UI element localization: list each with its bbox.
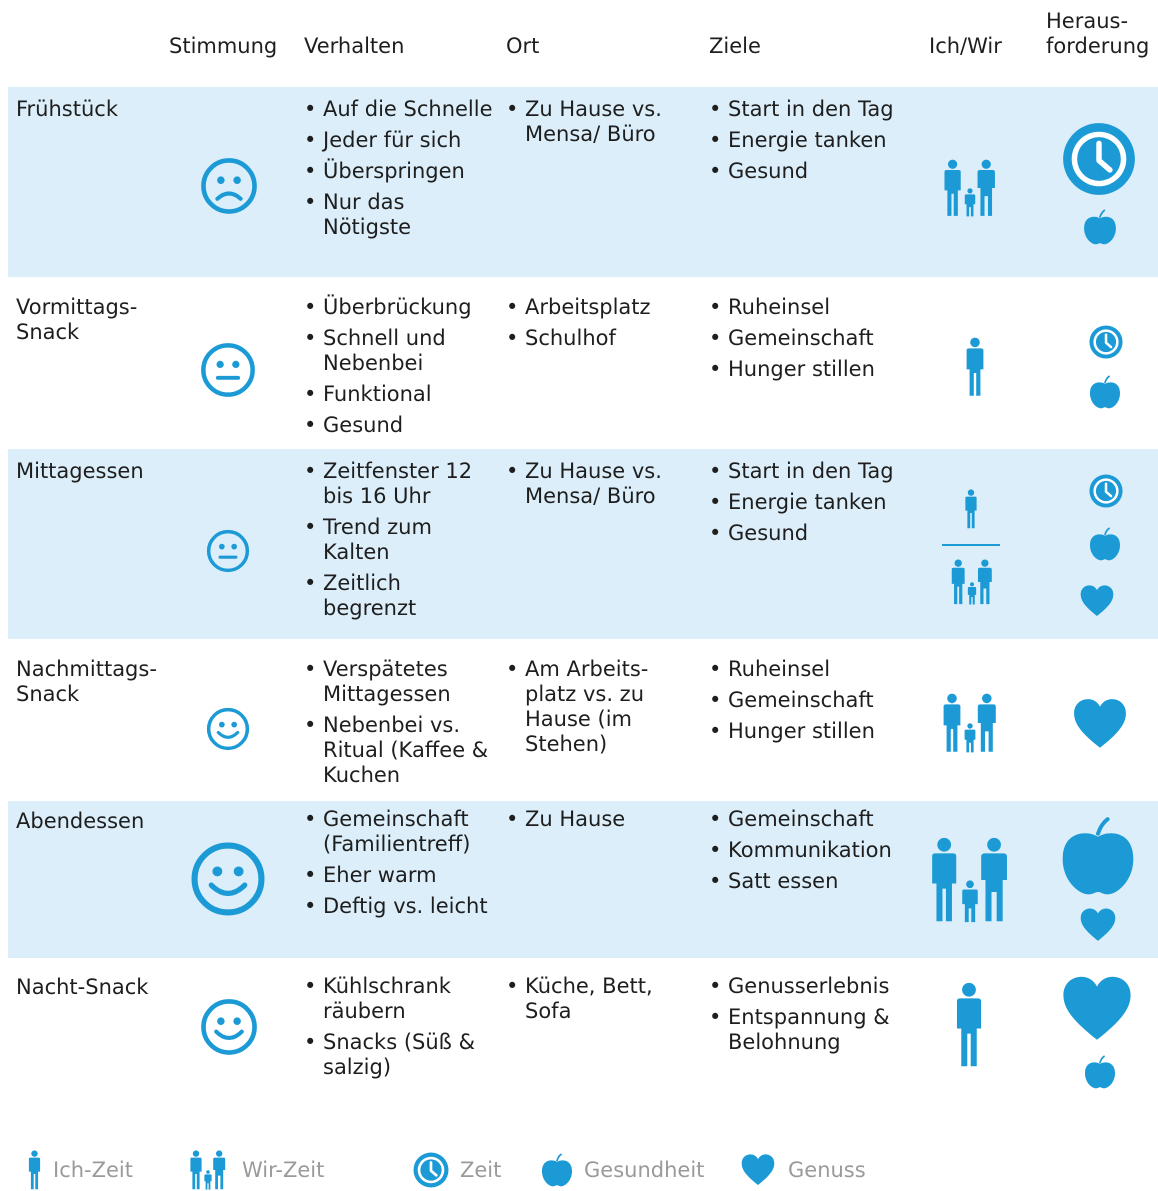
ziele-list bbox=[709, 657, 909, 750]
list-item: • Ruheinsel bbox=[709, 295, 909, 320]
list-item: • Verspätetes Mittagessen bbox=[304, 657, 494, 707]
person-icon bbox=[963, 337, 987, 397]
list-item: • Energie tanken bbox=[709, 490, 909, 515]
list-item: • Überbrückung bbox=[304, 295, 494, 320]
legend-gesundheit-label: Gesundheit bbox=[584, 1158, 705, 1182]
meal-label: Mittagessen bbox=[16, 459, 144, 483]
list-item: • Jeder für sich bbox=[304, 128, 494, 153]
verhalten-list bbox=[304, 459, 494, 627]
list-item: • Gemeinschaft bbox=[709, 807, 909, 832]
ziele-list bbox=[709, 459, 909, 552]
ziele-list bbox=[709, 295, 909, 388]
meal-label: Abendessen bbox=[16, 809, 145, 833]
person-icon bbox=[950, 982, 988, 1068]
ziele-list bbox=[709, 974, 909, 1061]
header-herausforderung-line1: Heraus- bbox=[1046, 9, 1129, 33]
heart-icon bbox=[1078, 584, 1116, 618]
apple-icon bbox=[1082, 208, 1118, 246]
list-item: • Funktional bbox=[304, 382, 494, 407]
list-item: • Nur das Nötigste bbox=[304, 190, 494, 240]
neutral-face-icon bbox=[206, 529, 250, 573]
legend-zeit bbox=[412, 1150, 501, 1190]
verhalten-list bbox=[304, 97, 494, 246]
family-icon bbox=[938, 693, 1002, 753]
list-item: • Zeitfenster 12 bis 16 Uhr bbox=[304, 459, 494, 509]
list-item: • Zu Hause vs. Mensa/ Büro bbox=[506, 97, 666, 147]
apple-icon bbox=[1088, 374, 1122, 410]
verhalten-list bbox=[304, 657, 494, 794]
list-item: • Zeitlich begrenzt bbox=[304, 571, 494, 621]
meal-label: Nachmittags- Snack bbox=[16, 657, 157, 706]
list-item: • Trend zum Kalten bbox=[304, 515, 494, 565]
legend-wir-label: Wir-Zeit bbox=[242, 1158, 325, 1182]
header-stimmung: Stimmung bbox=[169, 34, 278, 58]
list-item: • Zu Hause bbox=[506, 807, 666, 832]
table-row bbox=[8, 639, 1158, 801]
list-item: • Gesund bbox=[304, 413, 494, 438]
smile-face-icon bbox=[200, 998, 258, 1056]
table-row bbox=[8, 801, 1158, 958]
apple-icon bbox=[540, 1151, 574, 1189]
legend-gesundheit bbox=[540, 1150, 704, 1190]
list-item: • Start in den Tag bbox=[709, 97, 909, 122]
smile-face-icon bbox=[206, 707, 250, 751]
heart-icon bbox=[1078, 907, 1118, 943]
table-row bbox=[8, 277, 1158, 449]
list-item: • Satt essen bbox=[709, 869, 909, 894]
list-item: • Start in den Tag bbox=[709, 459, 909, 484]
list-item: • Gemeinschaft bbox=[709, 688, 909, 713]
table-row bbox=[8, 87, 1158, 277]
family-icon bbox=[184, 1150, 232, 1190]
apple-icon bbox=[1058, 815, 1138, 897]
list-item: • Küche, Bett, Sofa bbox=[506, 974, 676, 1024]
family-icon bbox=[938, 159, 1002, 217]
list-item: • Nebenbei vs. Ritual (Kaffee & Kuchen bbox=[304, 713, 494, 788]
apple-icon bbox=[1083, 1054, 1117, 1090]
divider bbox=[942, 544, 1000, 546]
list-item: • Hunger stillen bbox=[709, 719, 909, 744]
person-icon bbox=[963, 487, 979, 531]
verhalten-list bbox=[304, 295, 494, 444]
ort-list bbox=[506, 657, 666, 763]
list-item: • Zu Hause vs. Mensa/ Büro bbox=[506, 459, 666, 509]
family-icon bbox=[920, 837, 1020, 923]
table-row bbox=[8, 449, 1158, 639]
list-item: • Eher warm bbox=[304, 863, 494, 888]
list-item: • Genusserlebnis bbox=[709, 974, 909, 999]
ziele-list bbox=[709, 807, 909, 900]
sad-face-icon bbox=[200, 157, 258, 215]
clock-icon bbox=[412, 1151, 450, 1189]
list-item: • Gemeinschaft bbox=[709, 326, 909, 351]
list-item: • Deftig vs. leicht bbox=[304, 894, 494, 919]
ort-list bbox=[506, 459, 666, 515]
ziele-list bbox=[709, 97, 909, 190]
header-ziele: Ziele bbox=[709, 34, 761, 58]
apple-icon bbox=[1088, 526, 1122, 562]
list-item: • Schnell und Nebenbei bbox=[304, 326, 494, 376]
list-item: • Gemeinschaft (Familientreff) bbox=[304, 807, 494, 857]
meal-label: Vormittags- Snack bbox=[16, 295, 138, 344]
meal-label: Frühstück bbox=[16, 97, 118, 121]
verhalten-list bbox=[304, 807, 494, 925]
neutral-face-icon bbox=[200, 342, 256, 398]
header-herausforderung-line2: forderung bbox=[1046, 34, 1150, 58]
list-item: • Snacks (Süß & salzig) bbox=[304, 1030, 494, 1080]
list-item: • Kommunikation bbox=[709, 838, 909, 863]
list-item: • Entspannung & Belohnung bbox=[709, 1005, 909, 1055]
table-row bbox=[8, 958, 1158, 1108]
family-icon bbox=[948, 559, 996, 605]
heart-icon bbox=[738, 1153, 778, 1187]
header-ort: Ort bbox=[506, 34, 540, 58]
list-item: • Schulhof bbox=[506, 326, 676, 351]
legend-zeit-label: Zeit bbox=[460, 1158, 502, 1182]
list-item: • Arbeitsplatz bbox=[506, 295, 676, 320]
ort-list bbox=[506, 97, 666, 153]
list-item: • Überspringen bbox=[304, 159, 494, 184]
legend bbox=[0, 1150, 1158, 1190]
legend-genuss-label: Genuss bbox=[788, 1158, 866, 1182]
list-item: • Gesund bbox=[709, 521, 909, 546]
ort-list bbox=[506, 295, 676, 357]
verhalten-list bbox=[304, 974, 494, 1086]
list-item: • Hunger stillen bbox=[709, 357, 909, 382]
heart-icon bbox=[1068, 697, 1132, 751]
list-item: • Am Arbeits- platz vs. zu Hause (im Stehen) bbox=[506, 657, 666, 757]
header-verhalten: Verhalten bbox=[304, 34, 405, 58]
legend-genuss bbox=[738, 1150, 866, 1190]
legend-ich-label: Ich-Zeit bbox=[53, 1158, 134, 1182]
heart-icon bbox=[1056, 974, 1138, 1044]
person-icon bbox=[26, 1150, 43, 1190]
legend-wir bbox=[184, 1150, 324, 1190]
list-item: • Gesund bbox=[709, 159, 909, 184]
meal-label: Nacht-Snack bbox=[16, 975, 149, 999]
ort-list bbox=[506, 807, 666, 838]
list-item: • Auf die Schnelle bbox=[304, 97, 494, 122]
clock-icon bbox=[1088, 324, 1124, 360]
clock-icon bbox=[1060, 120, 1138, 198]
ort-list bbox=[506, 974, 676, 1030]
clock-icon bbox=[1088, 473, 1124, 509]
list-item: • Energie tanken bbox=[709, 128, 909, 153]
header-ichwir: Ich/Wir bbox=[929, 34, 1002, 58]
smile-face-icon bbox=[190, 841, 266, 917]
legend-ich bbox=[26, 1150, 133, 1190]
list-item: • Kühlschrank räubern bbox=[304, 974, 494, 1024]
list-item: • Ruheinsel bbox=[709, 657, 909, 682]
